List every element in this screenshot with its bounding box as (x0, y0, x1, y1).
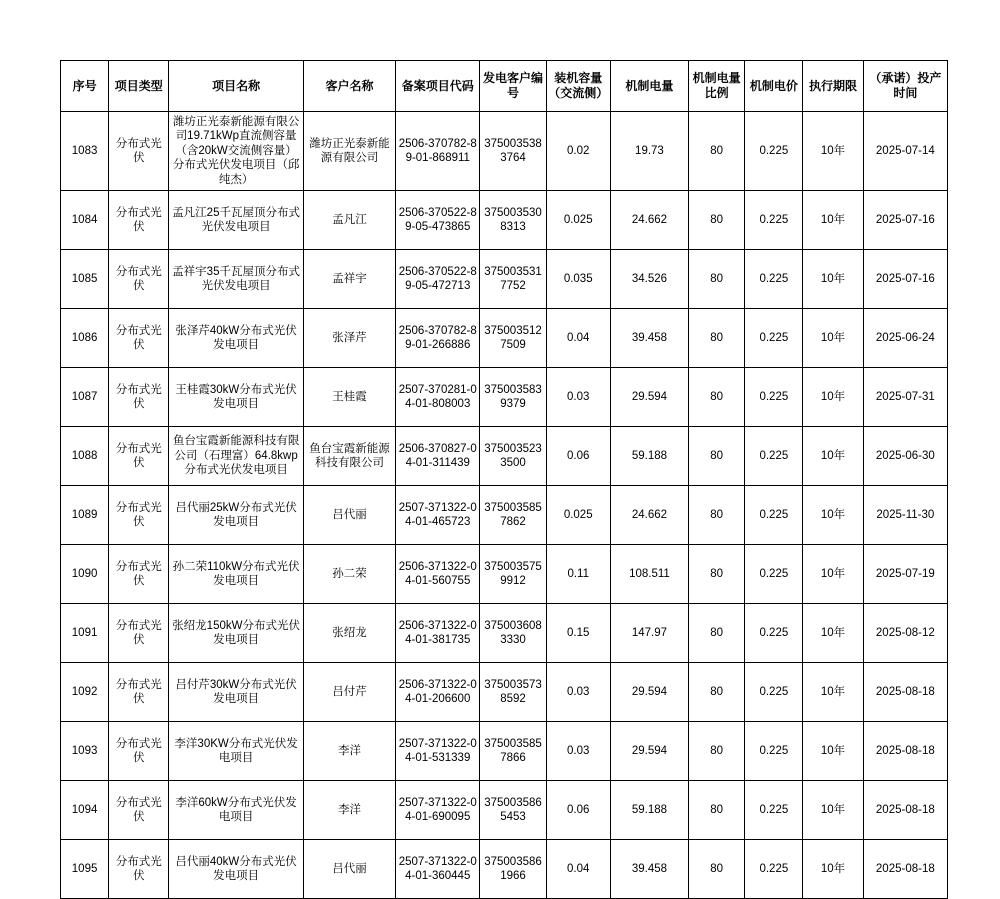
row-mechanism-price: 0.225 (745, 662, 803, 721)
table-row (61, 780, 948, 839)
row-index: 1092 (61, 662, 109, 721)
row-project-name: 吕代丽25kW分布式光伏发电项目 (169, 485, 303, 544)
row-project-name: 鱼台宝霞新能源科技有限公司（石理富）64.8kwp分布式光伏发电项目 (169, 426, 303, 485)
table-row (61, 367, 948, 426)
row-account-number: 3750035839379 (480, 367, 546, 426)
row-commission-date: 2025-07-31 (863, 367, 947, 426)
row-account-number: 3750035308313 (480, 190, 546, 249)
row-record-code: 2506-371322-04-01-560755 (396, 544, 480, 603)
row-term: 10年 (803, 544, 863, 603)
row-customer-name: 张绍龙 (303, 603, 395, 662)
col-header-account-number: 发电客户编号 (480, 61, 546, 112)
row-term: 10年 (803, 112, 863, 191)
row-index: 1094 (61, 780, 109, 839)
row-mechanism-energy-ratio: 80 (689, 603, 745, 662)
row-mechanism-energy-ratio: 80 (689, 839, 745, 898)
table-row (61, 544, 948, 603)
row-capacity: 0.03 (546, 367, 610, 426)
row-commission-date: 2025-08-18 (863, 721, 947, 780)
row-mechanism-energy-ratio: 80 (689, 426, 745, 485)
row-index: 1085 (61, 249, 109, 308)
row-mechanism-energy: 108.511 (610, 544, 688, 603)
row-mechanism-price: 0.225 (745, 249, 803, 308)
col-header-capacity: 装机容量（交流侧） (546, 61, 610, 112)
col-header-project-name: 项目名称 (169, 61, 303, 112)
row-project-name: 吕付芹30kW分布式光伏发电项目 (169, 662, 303, 721)
table-row (61, 603, 948, 662)
col-header-mechanism-price: 机制电价 (745, 61, 803, 112)
row-project-type: 分布式光伏 (109, 112, 169, 191)
row-customer-name: 王桂霞 (303, 367, 395, 426)
row-account-number: 3750035233500 (480, 426, 546, 485)
row-capacity: 0.03 (546, 662, 610, 721)
row-record-code: 2507-371322-04-01-360445 (396, 839, 480, 898)
row-index: 1091 (61, 603, 109, 662)
row-mechanism-energy: 19.73 (610, 112, 688, 191)
row-capacity: 0.15 (546, 603, 610, 662)
row-mechanism-price: 0.225 (745, 780, 803, 839)
row-mechanism-price: 0.225 (745, 308, 803, 367)
row-commission-date: 2025-07-14 (863, 112, 947, 191)
row-mechanism-energy: 147.97 (610, 603, 688, 662)
col-header-customer-name: 客户名称 (303, 61, 395, 112)
row-project-name: 潍坊正光泰新能源有限公司19.71kWp直流侧容量（含20kW交流侧容量）分布式光伏发电项目（邱纯杰） (169, 112, 303, 191)
row-mechanism-energy: 29.594 (610, 721, 688, 780)
project-table (60, 60, 948, 899)
table-row (61, 308, 948, 367)
row-project-name: 吕代丽40kW分布式光伏发电项目 (169, 839, 303, 898)
row-mechanism-energy: 39.458 (610, 839, 688, 898)
row-customer-name: 吕代丽 (303, 839, 395, 898)
row-project-name: 李洋60kW分布式光伏发电项目 (169, 780, 303, 839)
row-mechanism-energy: 24.662 (610, 485, 688, 544)
row-record-code: 2507-371322-04-01-465723 (396, 485, 480, 544)
row-term: 10年 (803, 367, 863, 426)
row-mechanism-price: 0.225 (745, 112, 803, 191)
col-header-mechanism-energy: 机制电量 (610, 61, 688, 112)
table-header-row (61, 61, 948, 112)
table-body (61, 112, 948, 899)
row-commission-date: 2025-07-19 (863, 544, 947, 603)
row-project-type: 分布式光伏 (109, 839, 169, 898)
row-record-code: 2507-371322-04-01-690095 (396, 780, 480, 839)
row-capacity: 0.03 (546, 721, 610, 780)
row-mechanism-price: 0.225 (745, 190, 803, 249)
row-mechanism-energy: 34.526 (610, 249, 688, 308)
row-capacity: 0.04 (546, 308, 610, 367)
row-project-type: 分布式光伏 (109, 367, 169, 426)
col-header-project-type: 项目类型 (109, 61, 169, 112)
row-project-type: 分布式光伏 (109, 190, 169, 249)
row-capacity: 0.025 (546, 190, 610, 249)
row-record-code: 2507-370281-04-01-808003 (396, 367, 480, 426)
row-project-type: 分布式光伏 (109, 544, 169, 603)
row-account-number: 3750035865453 (480, 780, 546, 839)
row-index: 1084 (61, 190, 109, 249)
row-record-code: 2506-371322-04-01-381735 (396, 603, 480, 662)
row-project-type: 分布式光伏 (109, 249, 169, 308)
row-term: 10年 (803, 190, 863, 249)
row-mechanism-energy-ratio: 80 (689, 662, 745, 721)
row-mechanism-energy: 24.662 (610, 190, 688, 249)
row-project-type: 分布式光伏 (109, 662, 169, 721)
row-mechanism-energy-ratio: 80 (689, 485, 745, 544)
row-mechanism-energy-ratio: 80 (689, 367, 745, 426)
row-capacity: 0.04 (546, 839, 610, 898)
row-record-code: 2506-371322-04-01-206600 (396, 662, 480, 721)
row-account-number: 3750035857866 (480, 721, 546, 780)
table-header (61, 61, 948, 112)
table-row (61, 721, 948, 780)
row-commission-date: 2025-07-16 (863, 249, 947, 308)
row-capacity: 0.11 (546, 544, 610, 603)
row-commission-date: 2025-11-30 (863, 485, 947, 544)
row-mechanism-price: 0.225 (745, 839, 803, 898)
row-commission-date: 2025-06-24 (863, 308, 947, 367)
row-capacity: 0.025 (546, 485, 610, 544)
col-header-record-code: 备案项目代码 (396, 61, 480, 112)
row-commission-date: 2025-08-18 (863, 839, 947, 898)
row-customer-name: 李洋 (303, 721, 395, 780)
row-term: 10年 (803, 839, 863, 898)
row-commission-date: 2025-06-30 (863, 426, 947, 485)
row-commission-date: 2025-08-18 (863, 780, 947, 839)
row-customer-name: 吕付芹 (303, 662, 395, 721)
row-customer-name: 李洋 (303, 780, 395, 839)
row-index: 1083 (61, 112, 109, 191)
row-project-type: 分布式光伏 (109, 603, 169, 662)
table-row (61, 426, 948, 485)
row-mechanism-energy-ratio: 80 (689, 544, 745, 603)
row-project-type: 分布式光伏 (109, 308, 169, 367)
row-record-code: 2506-370827-04-01-311439 (396, 426, 480, 485)
row-term: 10年 (803, 662, 863, 721)
row-record-code: 2506-370522-89-05-473865 (396, 190, 480, 249)
row-customer-name: 张泽芹 (303, 308, 395, 367)
row-commission-date: 2025-08-18 (863, 662, 947, 721)
row-term: 10年 (803, 308, 863, 367)
row-mechanism-energy-ratio: 80 (689, 308, 745, 367)
table-row (61, 190, 948, 249)
row-record-code: 2506-370782-89-01-266886 (396, 308, 480, 367)
row-mechanism-energy: 59.188 (610, 780, 688, 839)
col-header-mechanism-energy-ratio: 机制电量比例 (689, 61, 745, 112)
row-index: 1095 (61, 839, 109, 898)
col-header-term: 执行期限 (803, 61, 863, 112)
row-project-type: 分布式光伏 (109, 721, 169, 780)
row-index: 1086 (61, 308, 109, 367)
row-account-number: 3750035857862 (480, 485, 546, 544)
row-customer-name: 孙二荣 (303, 544, 395, 603)
row-account-number: 3750035861966 (480, 839, 546, 898)
row-customer-name: 潍坊正光泰新能源有限公司 (303, 112, 395, 191)
row-record-code: 2506-370782-89-01-868911 (396, 112, 480, 191)
row-term: 10年 (803, 485, 863, 544)
row-account-number: 3750035738592 (480, 662, 546, 721)
row-account-number: 3750035759912 (480, 544, 546, 603)
row-capacity: 0.06 (546, 780, 610, 839)
row-mechanism-energy-ratio: 80 (689, 780, 745, 839)
row-term: 10年 (803, 721, 863, 780)
row-capacity: 0.035 (546, 249, 610, 308)
row-mechanism-price: 0.225 (745, 603, 803, 662)
row-mechanism-energy-ratio: 80 (689, 112, 745, 191)
row-customer-name: 孟凡江 (303, 190, 395, 249)
row-mechanism-energy: 59.188 (610, 426, 688, 485)
row-index: 1093 (61, 721, 109, 780)
row-index: 1090 (61, 544, 109, 603)
row-term: 10年 (803, 426, 863, 485)
col-header-commission-date: （承诺）投产时间 (863, 61, 947, 112)
row-term: 10年 (803, 603, 863, 662)
row-project-name: 张绍龙150kW分布式光伏发电项目 (169, 603, 303, 662)
table-row (61, 662, 948, 721)
row-commission-date: 2025-08-12 (863, 603, 947, 662)
row-account-number: 3750035317752 (480, 249, 546, 308)
table-row (61, 112, 948, 191)
row-mechanism-energy: 29.594 (610, 662, 688, 721)
row-account-number: 3750036083330 (480, 603, 546, 662)
row-mechanism-price: 0.225 (745, 721, 803, 780)
row-capacity: 0.06 (546, 426, 610, 485)
row-project-name: 孙二荣110kW分布式光伏发电项目 (169, 544, 303, 603)
row-index: 1089 (61, 485, 109, 544)
row-project-type: 分布式光伏 (109, 780, 169, 839)
row-commission-date: 2025-07-16 (863, 190, 947, 249)
row-customer-name: 吕代丽 (303, 485, 395, 544)
table-row (61, 485, 948, 544)
row-mechanism-price: 0.225 (745, 367, 803, 426)
row-record-code: 2507-371322-04-01-531339 (396, 721, 480, 780)
row-mechanism-energy: 39.458 (610, 308, 688, 367)
col-header-index: 序号 (61, 61, 109, 112)
row-term: 10年 (803, 780, 863, 839)
table-row (61, 249, 948, 308)
row-customer-name: 孟祥宇 (303, 249, 395, 308)
row-term: 10年 (803, 249, 863, 308)
row-mechanism-energy: 29.594 (610, 367, 688, 426)
row-index: 1088 (61, 426, 109, 485)
row-index: 1087 (61, 367, 109, 426)
row-project-name: 孟祥宇35千瓦屋顶分布式光伏发电项目 (169, 249, 303, 308)
row-account-number: 3750035383764 (480, 112, 546, 191)
row-mechanism-price: 0.225 (745, 426, 803, 485)
row-project-type: 分布式光伏 (109, 426, 169, 485)
row-account-number: 3750035127509 (480, 308, 546, 367)
table-row (61, 839, 948, 898)
row-project-name: 孟凡江25千瓦屋顶分布式光伏发电项目 (169, 190, 303, 249)
row-capacity: 0.02 (546, 112, 610, 191)
row-mechanism-price: 0.225 (745, 544, 803, 603)
row-mechanism-energy-ratio: 80 (689, 721, 745, 780)
row-project-name: 李洋30KW分布式光伏发电项目 (169, 721, 303, 780)
row-project-type: 分布式光伏 (109, 485, 169, 544)
row-mechanism-price: 0.225 (745, 485, 803, 544)
row-mechanism-energy-ratio: 80 (689, 190, 745, 249)
row-customer-name: 鱼台宝霞新能源科技有限公司 (303, 426, 395, 485)
row-project-name: 王桂霞30kW分布式光伏发电项目 (169, 367, 303, 426)
row-mechanism-energy-ratio: 80 (689, 249, 745, 308)
row-project-name: 张泽芹40kW分布式光伏发电项目 (169, 308, 303, 367)
row-record-code: 2506-370522-89-05-472713 (396, 249, 480, 308)
